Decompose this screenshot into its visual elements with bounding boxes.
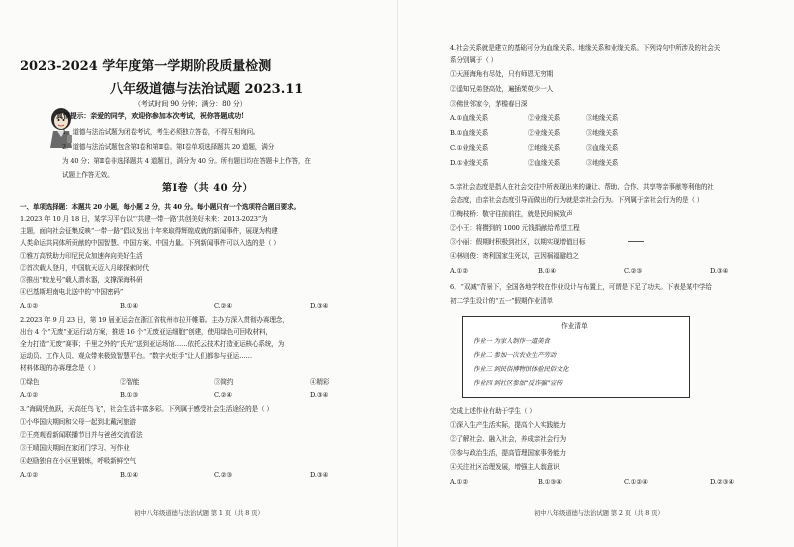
q2-answer: A.①② <box>20 391 39 399</box>
q4-answer-c: ③血缘关系 <box>586 144 619 152</box>
q4-text-line: 系分别属于（ ） <box>450 56 498 64</box>
homework-item: 作业二 参加一次农业生产劳动 <box>473 351 557 359</box>
note-line-4: 试题上作答无效。 <box>62 171 114 179</box>
q1-option: ①雅万高铁助力印尼民众加速奔向美好生活 <box>20 252 143 260</box>
q3-answer: A.①② <box>20 471 39 479</box>
q2-answer: B.①③ <box>120 391 139 399</box>
q1-option: ④巴基斯坦南电北送中的“中国密码” <box>20 288 124 296</box>
q4-answer-d: ③地缘关系 <box>586 159 619 167</box>
q5-answer: B.①④ <box>538 267 557 275</box>
q4-answer-a: A.①血缘关系 <box>450 114 489 122</box>
q4-answer-b: ③地缘关系 <box>586 129 619 137</box>
q2-text-line: 材料体现的办赛理念是（ ） <box>20 364 100 372</box>
q1-option: ②首次载人登月，中国航天迈入月球探索时代 <box>20 264 149 272</box>
q5-option: ①梅枝桥：敬守往前前往，就是民间候致声 <box>450 210 573 218</box>
q5-text-line: 会态度，由亲社会态度引导而做出的行为就是亲社会行为。下列属于亲社会行为的是（ ） <box>450 196 704 204</box>
q2-option: ④精彩 <box>310 378 330 386</box>
left-page <box>16 0 396 547</box>
q2-option: ②智能 <box>120 378 140 386</box>
q3-text: 3.“海阔凭鱼跃，天高任鸟飞”，社会生活丰富多彩。下列属于感受社会生活途径的是（ ） <box>20 405 273 413</box>
q3-option: ②王亮观看新闻联播节目并与爸爸交流看法 <box>20 431 143 439</box>
tip-text: 真情提示：亲爱的同学，欢迎你参加本次考试，祝你答题成功! <box>56 111 244 120</box>
q6-question: 完成上述作业有助于学生（ ） <box>450 407 536 415</box>
q1-answer: B.①④ <box>120 302 139 310</box>
q3-option: ①小华国庆期间和父母一起到北戴河旅游 <box>20 418 136 426</box>
q4-answer-a: ③地缘关系 <box>586 114 619 122</box>
q6-option: ④关注社区治理发展，增强主人翁意识 <box>450 463 560 471</box>
page-footer: 初中八年级道德与法治试题 第 2 页（共 8 页） <box>534 509 664 517</box>
q2-text-line: 运动员、工作人员、观众带来极致智慧平台。“数字火炬手”让人们都参与亚运…… <box>20 352 252 360</box>
margin-dash <box>628 241 644 242</box>
exam-title: 2023-2024 学年度第一学期阶段质量检测 <box>20 59 272 74</box>
homework-item: 作业三 到民俗博物馆体验民俗文化 <box>473 365 569 373</box>
exam-info: （考试时间 90 分钟；满分：80 分） <box>134 100 247 108</box>
q3-answer: B.①④ <box>120 471 139 479</box>
q4-answer-c: C.①业缘关系 <box>450 144 489 152</box>
q2-answer: C.②④ <box>214 391 233 399</box>
q5-answer: C.②③ <box>624 267 643 275</box>
homework-item: 作业一 为家人制作一道美食 <box>473 337 550 345</box>
q5-option: ②小王：将攒到的 1000 元钱捐献给希望工程 <box>450 224 580 232</box>
q6-answer: B.①③④ <box>538 478 562 486</box>
q4-text-line: 4.社会关系就是建立的基础可分为血缘关系、地缘关系和业缘关系。下列诗句中所涉及的社会关 <box>450 44 721 52</box>
q2-text-line: 出台 4 个“无废”亚运行动方案，推进 16 个“无废亚运细胞”创建，使用绿色可回收材料， <box>20 328 272 336</box>
q1-text-line: 1.2023 年 10 月 18 日，某学习平台以“‘共建一带一路’共创美好未来：2013-2023”为 <box>20 215 268 223</box>
q5-answer: D.③④ <box>710 267 729 275</box>
q3-option: ③王晴国庆期间在家闭门学习、写作业 <box>20 444 130 452</box>
q2-text-line: 2.2023 年 9 月 23 日，第 19 届亚运会在浙江省杭州市拉开帷幕。主办方深入贯彻办赛理念， <box>20 316 289 324</box>
homework-item: 作业四 到社区参加“反诈骗”宣传 <box>473 379 563 387</box>
q6-option: ③参与政治生活，提高管理国家事务能力 <box>450 449 566 457</box>
q3-option: ④赵励独自在小区里锻炼，呼吸新鲜空气 <box>20 457 136 465</box>
q5-answer: A.①② <box>450 267 469 275</box>
q1-option: ③推出“蛟龙号”载人潜水器，支撑深海科研 <box>20 276 143 284</box>
q1-answer: C.②④ <box>214 302 233 310</box>
q3-answer: D.③④ <box>310 471 329 479</box>
q6-text-line: 初二学生设计的“五一”假期作业清单 <box>450 297 554 305</box>
q6-answer: C.①②④ <box>624 478 648 486</box>
q5-option: ③小丽：假期时积极到社区，以期实现增值目标 <box>450 238 586 246</box>
homework-title: 作业清单 <box>561 322 588 330</box>
q5-option: ④林则俊：寄利国家生死以，岂因祸福避趋之 <box>450 252 579 260</box>
q6-text-line: 6．“双减”背景下，全国各地学校在作业设计与布置上，可谓是下足了功夫。下表是某中学给 <box>450 283 712 291</box>
q1-text-line: 人类命运共同体所贡献的中国智慧、中国方案、中国力量。下列新闻事件可以入选的是（ ） <box>20 239 280 247</box>
q4-answer-b: B.①血缘关系 <box>450 129 489 137</box>
right-page <box>410 0 790 547</box>
q6-answer: D.②③④ <box>710 478 735 486</box>
page-divider <box>397 0 398 547</box>
q4-answer-d: ②血缘关系 <box>528 159 561 167</box>
exam-subject-title: 八年级道德与法治试题 2023.11 <box>110 82 304 97</box>
instruction-line: 一、单项选择题：本题共 20 小题，每小题 2 分，共 40 分。每小题只有一个选项符合题目要求。 <box>20 203 300 211</box>
note-line-3: 为 40 分；第Ⅱ卷非选择题共 4 道题目，满分为 40 分。所有题目均在答题卡上作答，在 <box>62 157 311 165</box>
q4-answer-d: D.①业缘关系 <box>450 159 489 167</box>
q2-option: ③简约 <box>214 378 234 386</box>
homework-table <box>462 316 690 398</box>
q1-answer: D.③④ <box>310 302 329 310</box>
q1-answer: A.①② <box>20 302 39 310</box>
q4-answer-a: ②业缘关系 <box>528 114 561 122</box>
q5-text-line: 5.亲社会态度是指人在社会交往中所表现出来的谦让、帮助、合作、共享等亲事献等利他的社 <box>450 183 714 191</box>
q2-option: ①绿色 <box>20 378 40 386</box>
section-heading: 第Ⅰ卷（共 40 分） <box>162 183 254 194</box>
q2-answer: D.③④ <box>310 391 329 399</box>
q4-poem: ③佛世邻家今，茅檐春日深 <box>450 100 528 108</box>
q4-answer-b: ②业缘关系 <box>528 129 561 137</box>
q4-poem: ②遥知兄弟登高处，遍插茱萸少一人 <box>450 85 554 93</box>
q4-poem: ①天涯海角有尽处，只有师恩无穷期 <box>450 70 554 78</box>
q6-option: ①深入生产生活实际，提高个人实践能力 <box>450 421 566 429</box>
q6-option: ②了解社会、融入社会，养成亲社会行为 <box>450 435 566 443</box>
note-line-1: 1．道德与法治试题为闭卷考试，考生必须独立答卷，不得互相询问。 <box>62 128 260 136</box>
page-footer: 初中八年级道德与法治试题 第 1 页（共 8 页） <box>134 509 264 517</box>
q3-answer: C.②③ <box>214 471 233 479</box>
q1-text-line: 主题，面向社会征集反映“一带一路”倡议发出十年来取得辉煌成就的新闻事件，展现为构建 <box>20 227 278 235</box>
q2-text-line: 全力打造“无废”赛事；千里之外的“氏光”送到亚运场馆……依托云技术打造亚运核心系统，为 <box>20 340 285 348</box>
q4-answer-c: ②地缘关系 <box>528 144 561 152</box>
note-line-2: 2．道德与法治试题包含第Ⅰ卷和第Ⅱ卷。第Ⅰ卷单项选择题共 20 道题，满分 <box>62 143 275 151</box>
q6-answer: A.①② <box>450 478 469 486</box>
